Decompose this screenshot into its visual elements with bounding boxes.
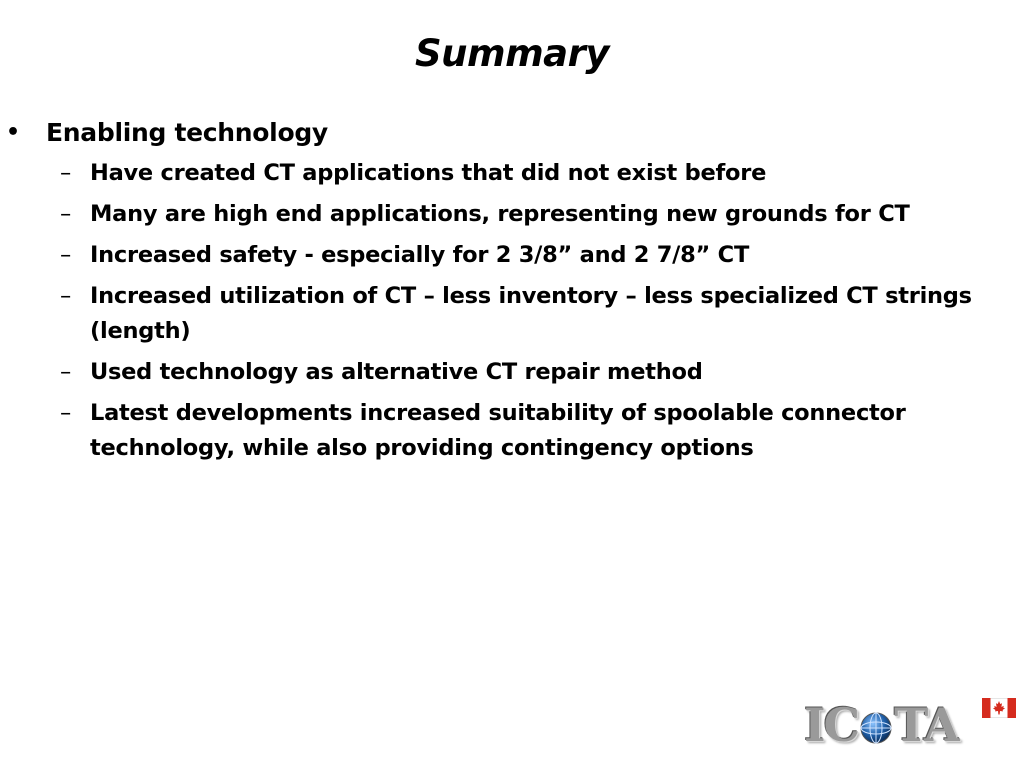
sub-bullet-item xyxy=(0,355,1024,390)
bullet-item-enabling-technology xyxy=(0,114,1024,152)
sub-bullet-marker: – xyxy=(60,201,71,227)
logo-text-right: TA xyxy=(894,698,958,752)
globe-icon xyxy=(859,704,893,754)
icota-logo xyxy=(804,698,1016,750)
sub-bullet-marker: – xyxy=(60,400,71,426)
sub-bullet-text: Have created CT applications that did not exist before xyxy=(90,160,767,186)
sub-bullet-marker: – xyxy=(60,242,71,268)
sub-bullet-item xyxy=(0,238,1024,273)
sub-bullet-item xyxy=(0,396,1024,466)
sub-bullet-text: Increased safety - especially for 2 3/8” and 2 7/8” CT xyxy=(90,242,750,268)
bullet-text: Enabling technology xyxy=(46,118,328,147)
bullet-marker: • xyxy=(6,120,20,145)
sub-bullet-list xyxy=(0,156,1024,466)
sub-bullet-item xyxy=(0,197,1024,232)
sub-bullet-text: Latest developments increased suitability of spoolable connector technology, while also providing contingency options xyxy=(90,400,906,461)
sub-bullet-text: Used technology as alternative CT repair method xyxy=(90,359,703,385)
bullet-list xyxy=(0,114,1024,472)
sub-bullet-text: Increased utilization of CT – less inventory – less specialized CT strings (length) xyxy=(90,283,972,344)
logo-wordmark xyxy=(804,700,958,754)
sub-bullet-marker: – xyxy=(60,283,71,309)
sub-bullet-item xyxy=(0,156,1024,191)
logo-text-left: IC xyxy=(804,698,859,752)
sub-bullet-item xyxy=(0,279,1024,349)
slide-title: Summary xyxy=(415,32,609,75)
sub-bullet-text: Many are high end applications, representing new grounds for CT xyxy=(90,201,910,227)
sub-bullet-marker: – xyxy=(60,359,71,385)
canada-flag-icon xyxy=(982,698,1016,718)
sub-bullet-marker: – xyxy=(60,160,71,186)
